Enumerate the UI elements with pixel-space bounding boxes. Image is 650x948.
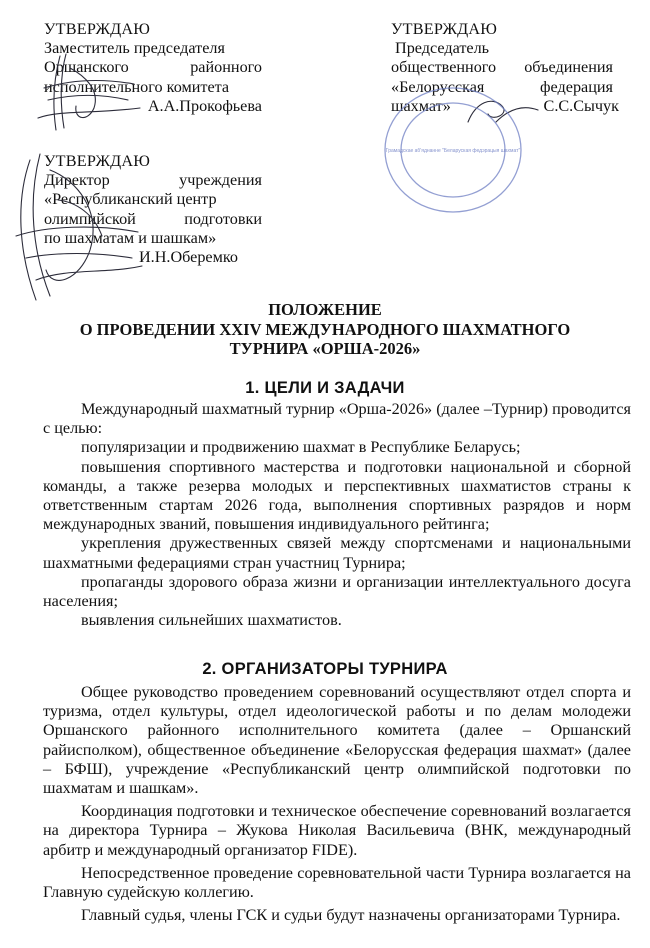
signature-director — [6, 140, 146, 310]
heading-line: О ПРОВЕДЕНИИ XXIV МЕЖДУНАРОДНОГО ШАХМАТНОГО — [79, 319, 571, 339]
signature-deputy — [30, 48, 150, 138]
section-title: 1. ЦЕЛИ И ЗАДАЧИ — [245, 379, 405, 397]
approval-line: общественного объединения — [391, 58, 613, 77]
list-item: укрепления дружественных связей между спортсменами и национальными шахматными федерациями стран участниц Турнира; — [43, 534, 631, 572]
approval-signer: А.А.Прокофьева — [147, 96, 262, 115]
heading-line: ПОЛОЖЕНИЕ — [268, 300, 382, 319]
paragraph: Непосредственное проведение соревновательной части Турнира возлагается на Главную судейскую коллегию. — [43, 863, 631, 902]
approval-title: УТВЕРЖДАЮ — [44, 20, 151, 38]
approval-title: УТВЕРЖДАЮ — [44, 152, 151, 170]
list-item: пропаганды здорового образа жизни и организации интеллектуального досуга населения; — [43, 572, 631, 611]
approval-title: УТВЕРЖДАЮ — [391, 20, 498, 38]
approval-line: по шахматам и шашкам» — [44, 228, 217, 247]
approval-signer: С.С.Сычук — [543, 97, 619, 116]
paragraph: Международный шахматный турнир «Орша-2026» (далее –Турнир) проводится с целью: — [43, 400, 631, 438]
section-body — [43, 400, 631, 630]
paragraph: Координация подготовки и техническое обеспечение соревнований возлагается на директора Турнира – Жукова Николая Васильевича (ВНК, международный арбитр и международный организатор FIDE). — [43, 802, 631, 859]
approval-line: Оршанского районного — [44, 58, 262, 77]
approval-signer: И.Н.Оберемко — [138, 248, 238, 267]
list-item: выявления сильнейших шахматистов. — [81, 611, 342, 630]
paragraph: Общее руководство проведением соревнований осуществляют отдел спорта и туризма, отдел культуры, отдел идеологической работы и по делам молодежи Оршанского районного исполнительного комитета (далее – Оршанский райисполком), общественное объединение «Белорусская федерация шахмат» (далее – БФШ), учреждение «Республиканский центр олимпийской подготовки по шахматам и шашкам». — [43, 683, 631, 798]
approval-line: «Республиканский центр — [44, 190, 217, 209]
list-item: повышения спортивного мастерства и подготовки национальной и сборной команды, а также резерва молодых и перспективных шахматистов страны к ответственным стартам 2026 года, выполнения спортивных разрядов и норм международных званий, повышения индивидуального рейтинга; — [43, 457, 631, 534]
document-heading — [0, 300, 650, 359]
section-body — [43, 683, 631, 925]
approval-line: исполнительного комитета — [44, 77, 230, 96]
approval-line: олимпийской подготовки — [44, 209, 262, 228]
stamp-text: Грамадскае аб'яднанне "Беларуская федэрацыя шахмат" — [385, 148, 521, 154]
approval-line: «Белорусская федерация — [391, 77, 613, 96]
paragraph: Главный судья, члены ГСК и судьи будут назначены организаторами Турнира. — [81, 906, 621, 925]
federation-stamp — [378, 80, 528, 220]
approval-line: Председатель — [395, 39, 490, 58]
approval-line: Директор учреждения — [44, 171, 262, 190]
heading-line: ТУРНИРА «ОРША-2026» — [229, 339, 421, 358]
section-title: 2. ОРГАНИЗАТОРЫ ТУРНИРА — [202, 660, 448, 678]
approval-line: шахмат» — [391, 96, 451, 115]
approval-line: Заместитель председателя — [44, 39, 225, 58]
list-item: популяризации и продвижению шахмат в Республике Беларусь; — [81, 438, 521, 457]
